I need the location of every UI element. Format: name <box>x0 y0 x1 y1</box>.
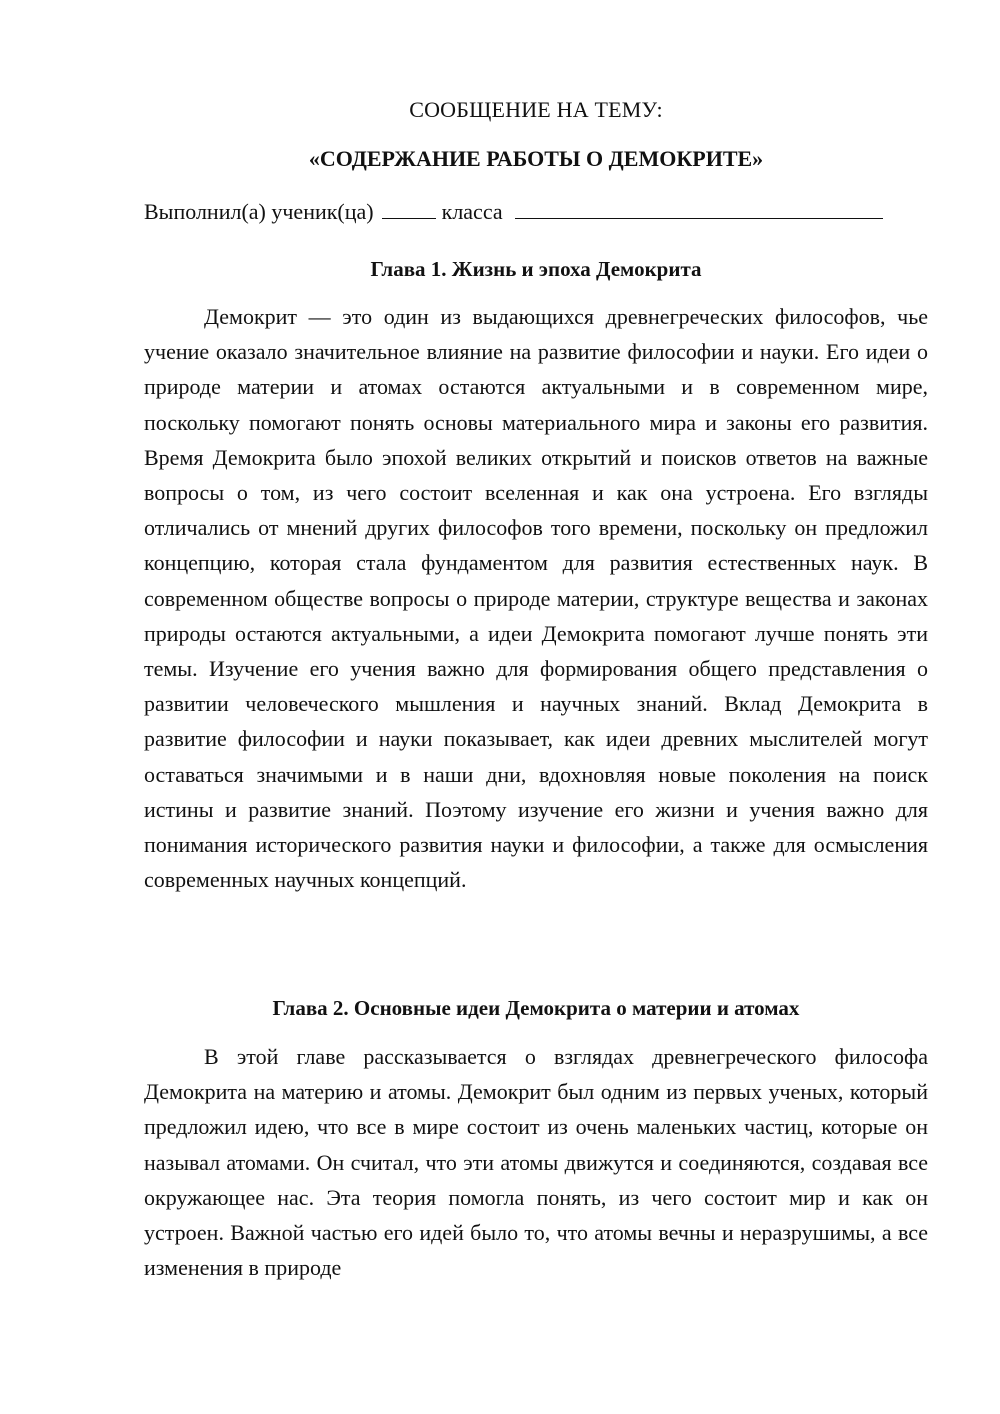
grade-blank <box>382 198 436 219</box>
class-label: класса <box>441 199 503 224</box>
chapter-1-heading: Глава 1. Жизнь и эпоха Демокрита <box>370 257 702 281</box>
chapter-1-paragraph: Демокрит — это один из выдающихся древнегреческих философов, чье учение оказало значительное влияние на развитие философии и науки. Его идеи о природе материи и атомах остаются актуальными и в современном мире, поскольку помогают понять основы материального мира и законы его развития. Время Демокрита было эпохой великих открытий и поисков ответов на важные вопросы о том, из чего состоит вселенная и как она устроена. Его взгляды отличались от мнений других философов того времени, поскольку он предложил концепцию, которая стала фундаментом для развития естественных наук. В современном обществе вопросы о природе материи, структуре вещества и законах природы остаются актуальными, а идеи Демокрита помогают лучше понять эти темы. Изучение его учения важно для формирования общего представления о развитии человеческого мышления и научных знаний. Вклад Демокрита в развитие философии и науки показывает, как идеи древних мыслителей могут оставаться значимыми и в наши дни, вдохновляя новые поколения на поиск истины и развитие знаний. Поэтому изучение его жизни и учения важно для понимания исторического развития науки и философии, а также для осмысления современных научных концепций. <box>144 304 928 893</box>
performer-line <box>144 197 928 227</box>
performer-label: Выполнил(а) ученик(ца) <box>144 199 374 224</box>
class-name-blank <box>515 198 883 219</box>
document-title-line2: «СОДЕРЖАНИЕ РАБОТЫ О ДЕМОКРИТЕ» <box>308 146 764 171</box>
chapter-2-heading: Глава 2. Основные идеи Демокрита о материи и атомах <box>272 996 800 1020</box>
chapter-2-paragraph: В этой главе рассказывается о взглядах древнегреческого философа Демокрита на материю и атомы. Демокрит был одним из первых ученых, который предложил идею, что все в мире состоит из очень маленьких частиц, которые он называл атомами. Он считал, что эти атомы движутся и соединяются, создавая все окружающее нас. Эта теория помогла понять, из чего состоит мир и как он устроен. Важной частью его идей было то, что атомы вечны и неразрушимы, а все изменения в природе <box>144 1044 928 1281</box>
document-title-line1: СООБЩЕНИЕ НА ТЕМУ: <box>409 97 663 122</box>
